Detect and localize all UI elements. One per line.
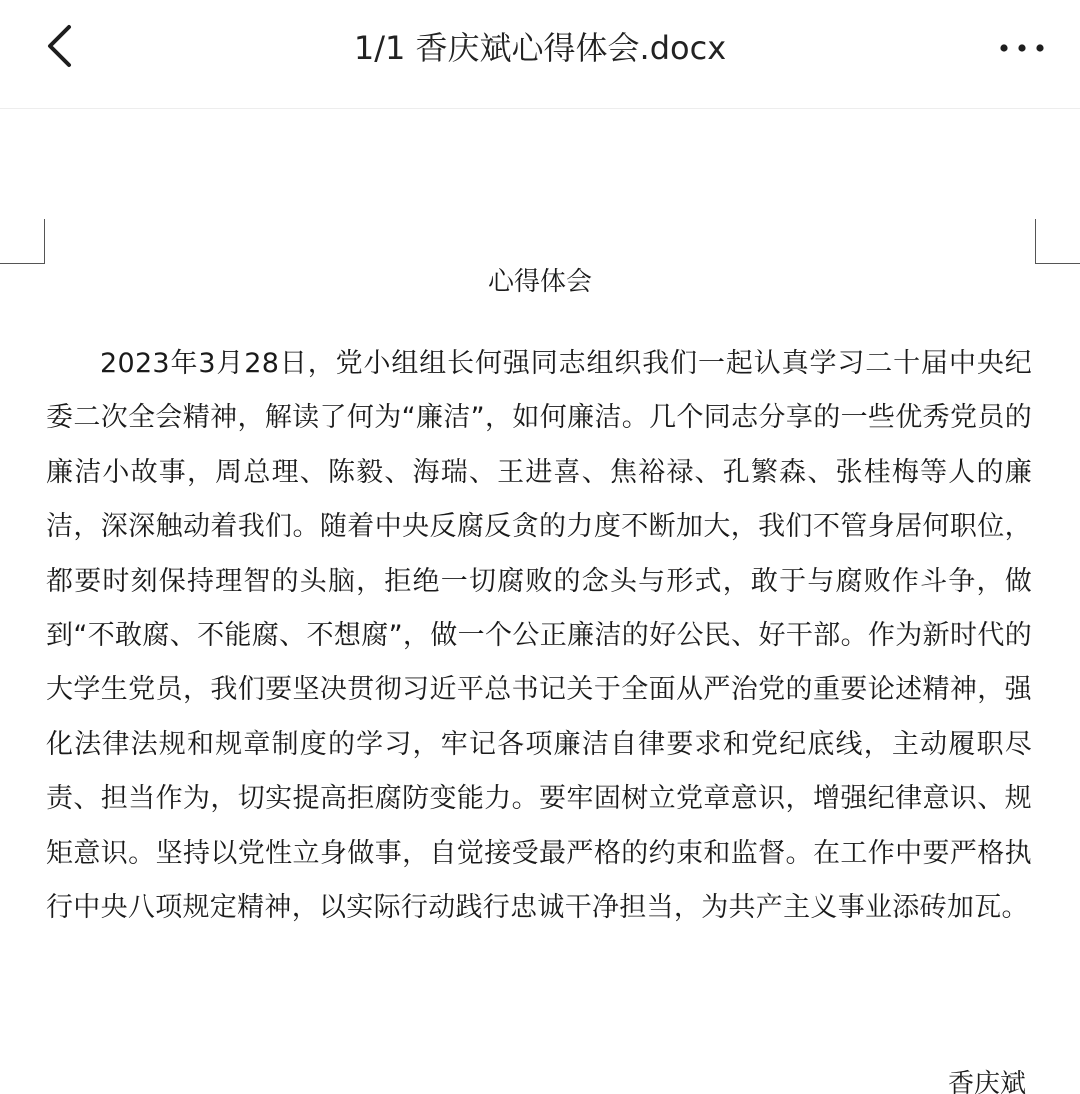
top-left-margin-mark xyxy=(0,219,45,264)
more-horizontal-icon xyxy=(986,22,1058,74)
document-heading: 心得体会 xyxy=(487,267,592,297)
back-button[interactable] xyxy=(34,18,94,78)
top-app-bar xyxy=(0,0,1080,109)
document-title: 1/1 香庆斌心得体会.docx xyxy=(353,29,727,67)
document-body-paragraph: 2023年3月28日，党小组组长何强同志组织我们一起认真学习二十届中央纪委二次全会精神，解读了何为“廉洁”，如何廉洁。几个同志分享的一些优秀党员的廉洁小故事，周总理、陈毅、海瑞、王进喜、焦裕禄、孔繁森、张桂梅等人的廉洁，深深触动着我们。随着中央反腐反贪的力度不断加大，我们不管身居何职位，都要时刻保持理智的头脑，拒绝一切腐败的念头与形式，敢于与腐败作斗争，做到“不敢腐、不能腐、不想腐”，做一个公正廉洁的好公民、好干部。作为新时代的大学生党员，我们要坚决贯彻习近平总书记关于全面从严治党的重要论述精神，强化法律法规和规章制度的学习，牢记各项廉洁自律要求和党纪底线，主动履职尽责、担当作为，切实提高拒腐防变能力。要牢固树立党章意识，增强纪律意识、规矩意识。坚持以党性立身做事，自觉接受最严格的约束和监督。在工作中要严格执行中央八项规定精神，以实际行动践行忠诚干净担当，为共产主义事业添砖加瓦。 xyxy=(46,348,1032,924)
top-right-margin-mark xyxy=(1035,219,1080,264)
document-page[interactable] xyxy=(0,109,1080,1094)
signature-name-partial: 香庆斌 xyxy=(948,1069,1027,1094)
chevron-left-icon xyxy=(34,18,94,78)
more-options-button[interactable] xyxy=(986,22,1058,74)
